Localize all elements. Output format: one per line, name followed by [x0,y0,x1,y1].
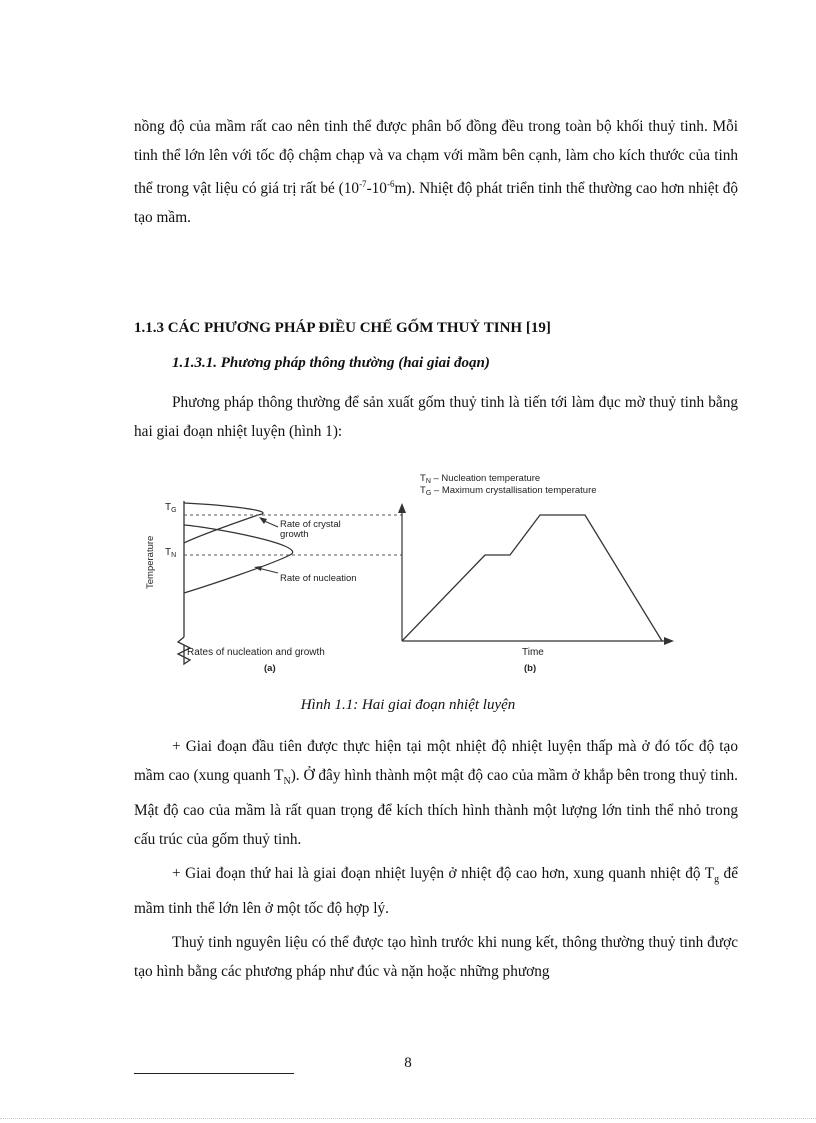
legend-tn: $T_N$ – Nucleation temperature [420,473,541,485]
growth-arrowhead [259,517,267,524]
section-heading: 1.1.3 CÁC PHƯƠNG PHÁP ĐIỀU CHẾ GỐM THUỶ TINH [19] [134,320,551,336]
paragraph-crystal-growth [134,112,738,232]
panel-a-x-label: Rates of nucleation and growth [187,647,325,658]
paragraph-text: + Giai đoạn đầu tiên được thực hiện tại một nhiệt độ nhiệt luyện thấp mà ở đó tốc độ tạo mầm cao (xung quanh T [134,738,738,784]
superscript: -6 [386,179,395,189]
paragraph-text: ). Ở đây hình thành một mật độ cao của mầm ở khắp bên trong thuỷ tinh. Mật độ cao của mầm là rất quan trọng để kích thích hình thành một lượng lớn tinh thể nhỏ trong cấu trúc của gốm thuỷ tinh. [134,767,738,849]
growth-label-line1: Rate of crystal [280,519,341,530]
tg-label: $T_G$ [165,502,177,514]
nucleation-rate-curve [184,525,293,593]
panel-b-x-arrow [664,637,674,645]
paragraph-text: m). Nhiệt độ phát triển tinh thể thường cao hơn nhiệt độ tạo mầm. [134,180,738,227]
heat-treatment-figure [140,465,680,690]
panel-a-diagram [145,501,402,674]
paragraph-glass-forming: Thuỷ tinh nguyên liệu có thể được tạo hình trước khi nung kết, thông thường thuỷ tinh được tạo hình bằng các phương pháp như đúc và nặn hoặc những phương [134,934,738,980]
page-edge [0,1118,816,1119]
panel-a-tag: (a) [264,663,276,674]
page-number: 8 [404,1055,412,1071]
paragraph-text: + Giai đoạn thứ hai là giai đoạn nhiệt luyện ở nhiệt độ cao hơn, xung quanh nhiệt độ T [172,865,715,882]
panel-b-y-arrow [398,503,406,513]
paragraph-text: -10 [366,180,387,198]
legend-tg: $T_G$ – Maximum crystallisation temperature [420,485,597,497]
paragraph-stage-two [134,859,738,923]
panel-b-tag: (b) [524,663,537,674]
subsection-heading: 1.1.3.1. Phương pháp thông thường (hai giai đoạn) [172,355,490,371]
tn-label: $T_N$ [165,547,177,559]
growth-label-line2: growth [280,529,309,540]
subscript: N [283,776,291,788]
subscript: g [714,874,720,886]
paragraph-text: để mầm tinh thể lớn lên ở một tốc độ hợp lý. [134,865,738,918]
footnote-separator [134,1073,294,1074]
paragraph-stage-one [134,732,738,854]
growth-rate-curve [184,503,263,543]
paragraph-method-intro: Phương pháp thông thường để sản xuất gốm thuỷ tinh là tiến tới làm đục mờ thuỷ tinh bằng hai giai đoạn nhiệt luyện (hình 1): [134,394,738,440]
nucleation-label: Rate of nucleation [280,573,357,584]
y-axis-label: Temperature [145,535,156,589]
figure-caption: Hình 1.1: Hai giai đoạn nhiệt luyện [300,697,516,713]
panel-b-diagram [398,473,674,674]
heat-treatment-profile [402,515,662,641]
superscript: -7 [359,179,367,189]
panel-b-x-label: Time [522,647,544,658]
paragraph-text: nồng độ của mầm rất cao nên tinh thể được phân bố đồng đều trong toàn bộ khối thuỷ tinh. Mỗi tinh thể lớn lên với tốc độ chậm chạp và va chạm với mầm bên cạnh, làm cho kích thước của tinh thể trong vật liệu có giá trị rất bé (10 [134,118,738,198]
